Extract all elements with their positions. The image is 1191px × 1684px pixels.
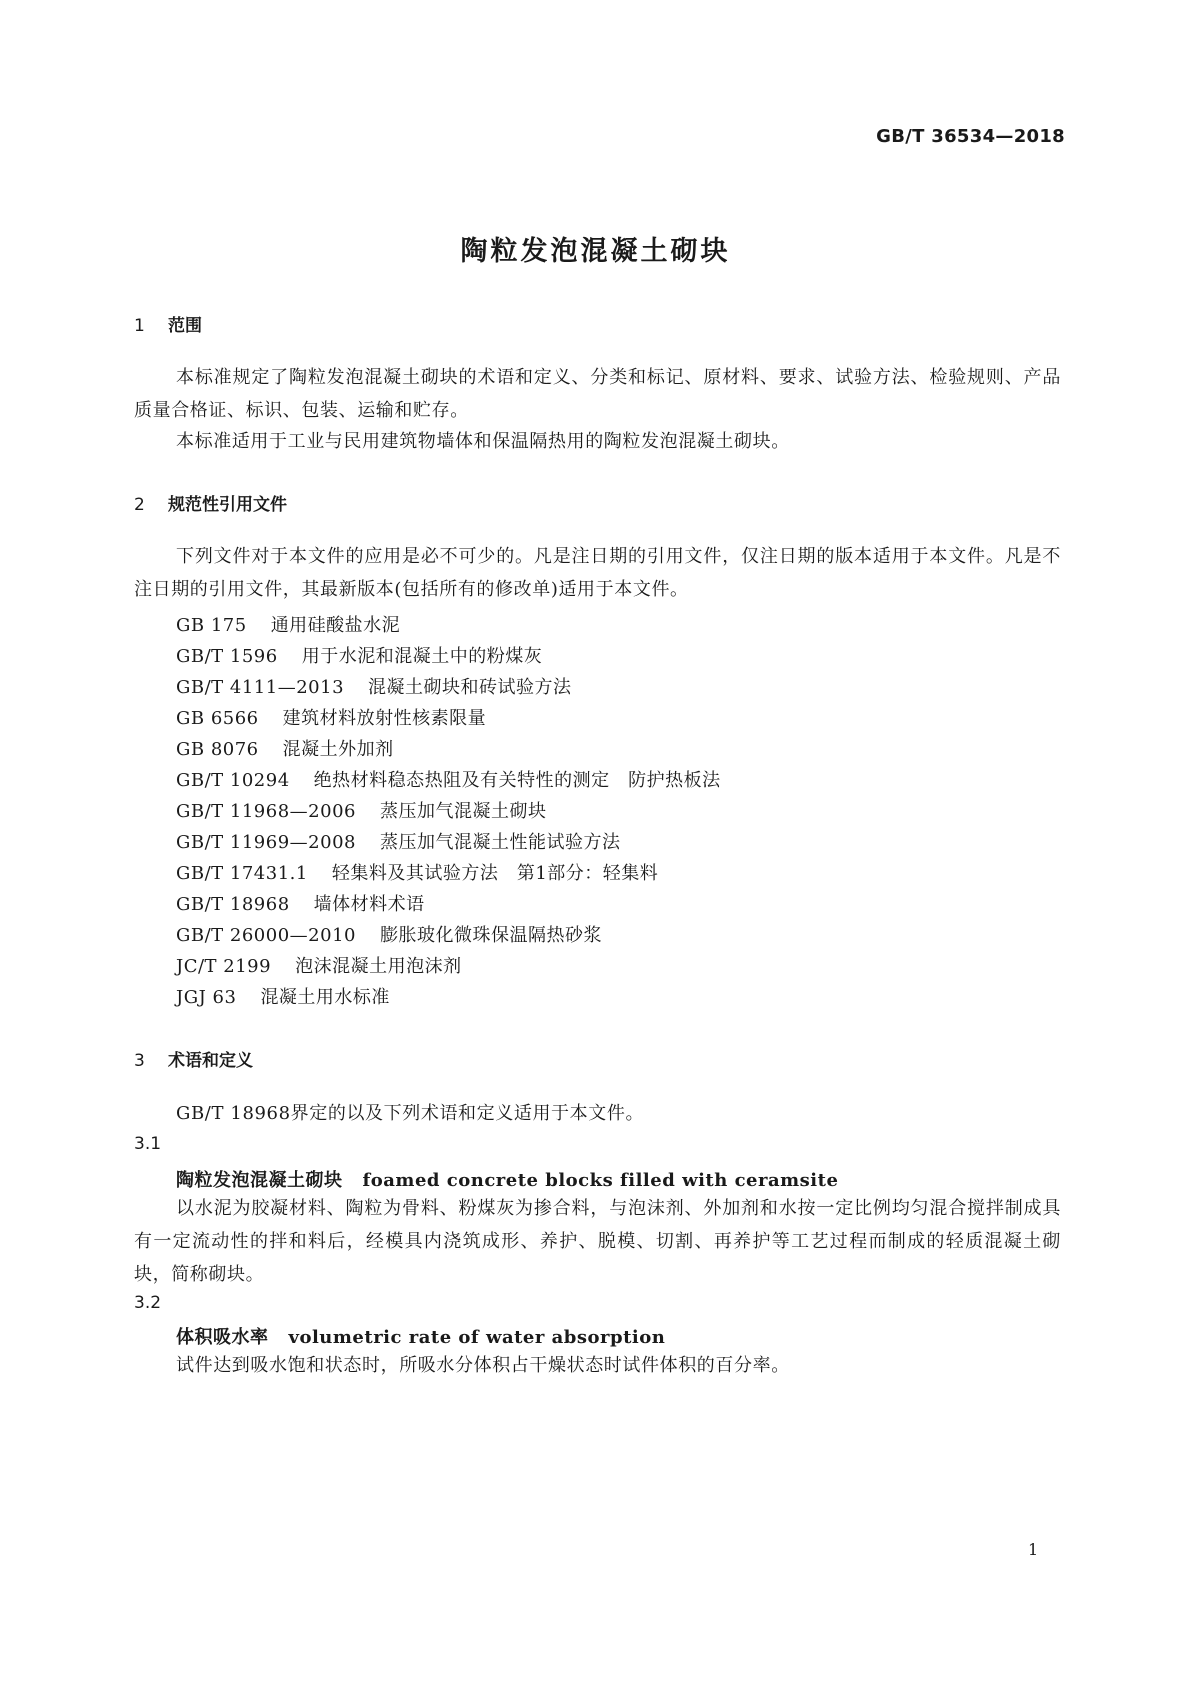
reference-code: GB 8076 <box>176 739 259 760</box>
paragraph: 本标准规定了陶粒发泡混凝土砌块的术语和定义、分类和标记、原材料、要求、试验方法、检验规则、产品质量合格证、标识、包装、运输和贮存。 <box>134 367 1061 421</box>
term-zh: 陶粒发泡混凝土砌块 <box>176 1170 343 1191</box>
section-title: 规范性引用文件 <box>168 495 287 515</box>
reference-item <box>176 890 425 916</box>
reference-code: GB/T 10294 <box>176 770 290 791</box>
paragraph: GB/T 18968界定的以及下列术语和定义适用于本文件。 <box>176 1103 645 1124</box>
reference-title: 绝热材料稳态热阻及有关特性的测定 防护热板法 <box>313 770 721 791</box>
reference-code: GB/T 11969—2008 <box>176 832 356 853</box>
reference-code: GB/T 17431.1 <box>176 863 308 884</box>
reference-code: GB 175 <box>176 615 247 636</box>
section-2-heading <box>134 490 287 515</box>
reference-title: 通用硅酸盐水泥 <box>270 615 401 636</box>
section-3-heading <box>134 1046 253 1071</box>
reference-code: GB/T 18968 <box>176 894 290 915</box>
section-title: 术语和定义 <box>168 1051 253 1071</box>
reference-item <box>176 859 658 885</box>
reference-item <box>176 921 602 947</box>
reference-item <box>176 735 394 761</box>
reference-item <box>176 766 721 792</box>
reference-item <box>176 952 462 978</box>
reference-code: JC/T 2199 <box>176 956 272 977</box>
reference-title: 蒸压加气混凝土性能试验方法 <box>379 832 621 853</box>
reference-title: 墙体材料术语 <box>313 894 425 915</box>
reference-title: 混凝土砌块和砖试验方法 <box>368 677 572 698</box>
reference-title: 混凝土用水标准 <box>260 987 390 1008</box>
reference-item <box>176 704 486 730</box>
term-en: volumetric rate of water absorption <box>288 1327 666 1348</box>
reference-code: GB/T 11968—2006 <box>176 801 356 822</box>
reference-item <box>176 611 400 637</box>
section-number: 2 <box>134 495 145 515</box>
reference-item <box>176 642 542 668</box>
term-heading <box>176 1166 838 1192</box>
standard-code: GB/T 36534—2018 <box>876 126 1065 147</box>
term-zh: 体积吸水率 <box>176 1327 269 1348</box>
document-title: 陶粒发泡混凝土砌块 <box>460 236 731 267</box>
reference-title: 泡沫混凝土用泡沫剂 <box>295 956 462 977</box>
page-number: 1 <box>1028 1540 1039 1559</box>
section-number: 3 <box>134 1051 145 1071</box>
reference-title: 混凝土外加剂 <box>282 739 394 760</box>
reference-code: GB/T 4111—2013 <box>176 677 345 698</box>
reference-title: 膨胀玻化微珠保温隔热砂浆 <box>379 925 602 946</box>
paragraph: 下列文件对于本文件的应用是必不可少的。凡是注日期的引用文件，仅注日期的版本适用于本文件。凡是不注日期的引用文件，其最新版本(包括所有的修改单)适用于本文件。 <box>134 546 1061 600</box>
term-definition: 以水泥为胶凝材料、陶粒为骨料、粉煤灰为掺合料，与泡沫剂、外加剂和水按一定比例均匀混合搅拌制成具有一定流动性的拌和料后，经模具内浇筑成形、养护、脱模、切割、再养护等工艺过程而制成的轻质混凝土砌块，简称砌块。 <box>134 1198 1061 1285</box>
reference-code: GB/T 26000—2010 <box>176 925 356 946</box>
clause-number: 3.1 <box>134 1134 162 1154</box>
reference-code: GB/T 1596 <box>176 646 278 667</box>
clause-number: 3.2 <box>134 1293 162 1313</box>
reference-item <box>176 673 572 699</box>
reference-item <box>176 797 546 823</box>
term-en: foamed concrete blocks filled with ceramsite <box>362 1170 839 1191</box>
reference-code: GB 6566 <box>176 708 259 729</box>
section-number: 1 <box>134 316 145 336</box>
paragraph: 本标准适用于工业与民用建筑物墙体和保温隔热用的陶粒发泡混凝土砌块。 <box>176 431 790 452</box>
section-1-heading <box>134 311 202 336</box>
reference-title: 建筑材料放射性核素限量 <box>282 708 487 729</box>
term-definition: 试件达到吸水饱和状态时，所吸水分体积占干燥状态时试件体积的百分率。 <box>176 1355 790 1376</box>
reference-item <box>176 828 620 854</box>
reference-title: 蒸压加气混凝土砌块 <box>379 801 547 822</box>
reference-item <box>176 983 390 1009</box>
section-title: 范围 <box>168 316 202 336</box>
reference-title: 轻集料及其试验方法 第1部分：轻集料 <box>331 863 659 884</box>
term-heading <box>176 1323 665 1349</box>
reference-title: 用于水泥和混凝土中的粉煤灰 <box>301 646 543 667</box>
reference-code: JGJ 63 <box>176 987 237 1008</box>
